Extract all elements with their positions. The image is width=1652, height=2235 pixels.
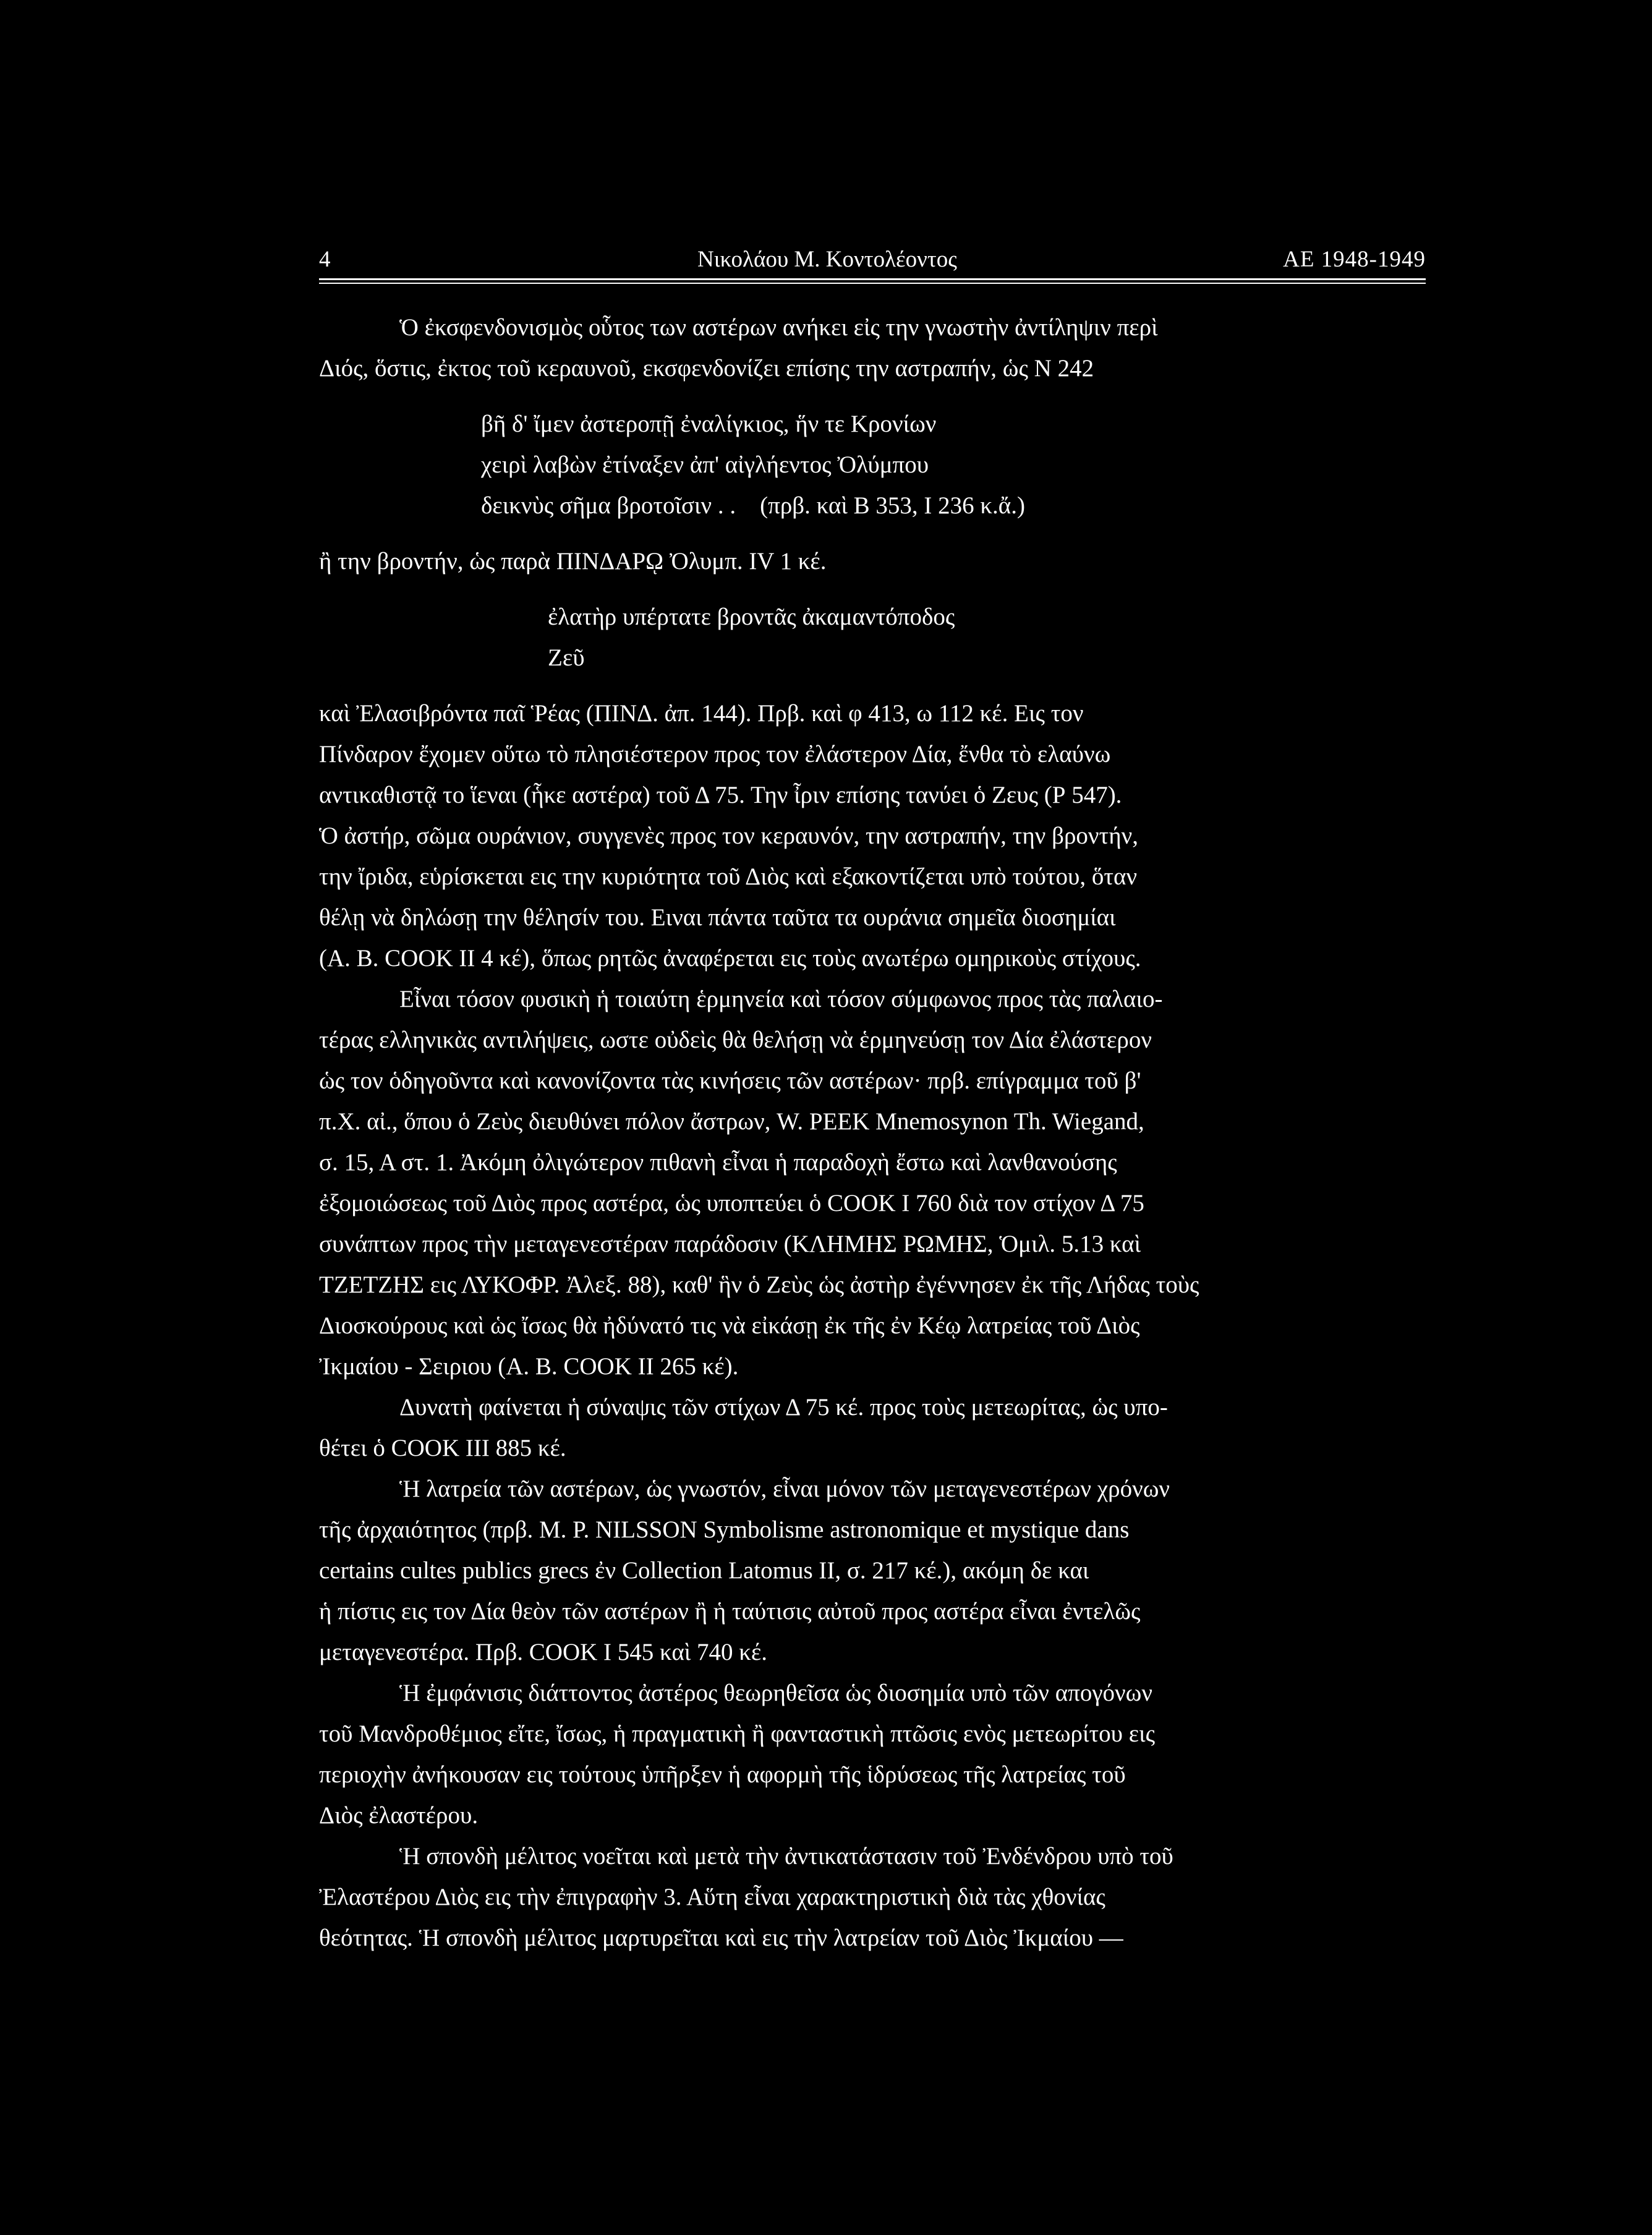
text-line: Ἐλαστέρου Διὸς εις τὴν ἐπιγραφὴν 3. Αὕτη εἶναι χαρακτηριστικὴ διὰ τὰς χθονίας — [319, 1884, 1105, 1910]
text-line: θεότητας. Ἡ σπονδὴ μέλιτος μαρτυρεῖται καὶ εις τὴν λατρείαν τοῦ Διὸς Ἰκμαίου — — [319, 1925, 1123, 1951]
paragraph-3 — [319, 1387, 1426, 1469]
text-line: ἡ πίστις εις τον Δία θεὸν τῶν αστέρων ἢ ἡ ταύτισις αὐτοῦ προς αστέρα εἶναι ἐντελῶς — [319, 1598, 1141, 1625]
verse-line: Ζεῦ — [548, 644, 585, 671]
pindar-intro: ἢ την βροντήν, ὡς παρὰ ΠΙΝΔΑΡῼ Ὀλυμπ. IV 1 κέ. — [319, 548, 827, 575]
text-line: σ. 15, Α στ. 1. Ἀκόμη ὀλιγώτερον πιθανὴ εἶναι ἡ παραδοχὴ ἔστω καὶ λανθανούσης — [319, 1149, 1117, 1176]
text-line: την ἴριδα, εὑρίσκεται εις την κυριότητα τοῦ Διὸς καὶ εξακοντίζεται υπὸ τούτου, ὅταν — [319, 863, 1138, 890]
page-number: 4 — [319, 247, 331, 272]
text-line: Ἡ ἐμφάνισις διάττοντος ἀστέρος θεωρηθεῖσα ὡς διοσημία υπὸ τῶν απογόνων — [399, 1680, 1152, 1706]
text-line: συνάπτων προς τὴν μεταγενεστέραν παράδοσιν (ΚΛΗΜΗΣ ΡΩΜΗΣ, Ὁμιλ. 5.13 καὶ — [319, 1231, 1141, 1257]
spacer — [319, 389, 1426, 404]
running-title: Νικολάου Μ. Κοντολέοντος — [697, 247, 957, 272]
text-line: Διοσκούρους καὶ ὡς ἴσως θὰ ἠδύνατό τις νὰ εἰκάσῃ ἐκ τῆς ἐν Κέῳ λατρείας τοῦ Διὸς — [319, 1312, 1140, 1339]
text-line: Ἡ σπονδὴ μέλιτος νοεῖται καὶ μετὰ τὴν ἀντικατάστασιν τοῦ Ἐνδένδρου υπὸ τοῦ — [399, 1843, 1173, 1870]
spacer — [319, 582, 1426, 597]
text-line: Εἶναι τόσον φυσικὴ ἡ τοιαύτη ἑρμηνεία καὶ τόσον σύμφωνος προς τὰς παλαιο- — [399, 986, 1163, 1012]
text-line: τέρας ελληνικὰς αντιλήψεις, ωστε οὐδεὶς θὰ θελήσῃ νὰ ἑρμηνεύσῃ τον Δία ἐλάστερον — [319, 1027, 1152, 1053]
intro-line: Ὁ ἐκσφενδονισμὸς οὗτος των αστέρων ανήκει εἰς την γνωστὴν ἀντίληψιν περὶ — [399, 314, 1158, 341]
text-line: π.Χ. αἰ., ὅπου ὁ Ζεὺς διευθύνει πόλον ἄστρων, W. PEEK Mnemosynon Th. Wiegand, — [319, 1108, 1144, 1135]
text-line: Ὁ ἀστήρ, σῶμα ουράνιον, συγγενὲς προς τον κεραυνόν, την αστραπήν, την βροντήν, — [319, 823, 1138, 849]
pindar-quote — [548, 597, 1426, 678]
text-line: τῆς ἀρχαιότητος (πρβ. M. P. NILSSON Symbolisme astronomique et mystique dans — [319, 1516, 1130, 1543]
text-line: Ἰκμαίου - Σειριου (A. B. COOK II 265 κέ). — [319, 1353, 739, 1380]
text-line: certains cultes publics grecs ἐν Collection Latomus II, σ. 217 κέ.), ακόμη δε και — [319, 1557, 1089, 1584]
verse-quote — [481, 404, 1426, 526]
article-page — [319, 242, 1426, 1959]
verse-line: δεικνὺς σῆμα βροτοῖσιν . . (πρβ. καὶ Β 353, Ι 236 κ.ἄ.) — [481, 492, 1025, 519]
header-rule-thin — [319, 283, 1426, 284]
paragraph-1 — [319, 693, 1426, 979]
verse-line: χειρὶ λαβὼν ἐτίναξεν ἀπ' αἰγλήεντος Ὀλύμπου — [481, 451, 929, 478]
paragraph-2 — [319, 979, 1426, 1387]
paragraph-5 — [319, 1673, 1426, 1836]
text-line: θέλῃ νὰ δηλώσῃ την θέλησίν του. Ειναι πάντα ταῦτα τα ουράνια σημεῖα διοσημίαι — [319, 904, 1116, 931]
text-line: (A. B. COOK II 4 κέ), ὅπως ρητῶς ἀναφέρεται εις τοὺς ανωτέρω ομηρικοὺς στίχους. — [319, 945, 1141, 972]
text-line: Διὸς ἐλαστέρου. — [319, 1802, 479, 1829]
spacer — [319, 526, 1426, 541]
text-line: περιοχὴν ἀνήκουσαν εις τούτους ὑπῆρξεν ἡ αφορμὴ τῆς ἱδρύσεως τῆς λατρείας τοῦ — [319, 1761, 1126, 1788]
text-line: καὶ Ἐλασιβρόντα παῖ Ῥέας (ΠΙΝΔ. ἀπ. 144). Πρβ. καὶ φ 413, ω 112 κέ. Εις τον — [319, 700, 1084, 727]
text-line: τοῦ Μανδροθέμιος εἴτε, ἴσως, ἡ πραγματικὴ ἢ φανταστικὴ πτῶσις ενὸς μετεωρίτου εις — [319, 1720, 1156, 1747]
text-line: αντικαθιστᾷ το ἵεναι (ἧκε αστέρα) τοῦ Δ 75. Την ἶριν επίσης τανύει ὁ Ζευς (Ρ 547). — [319, 782, 1122, 808]
text-line: Ἡ λατρεία τῶν αστέρων, ὡς γνωστόν, εἶναι μόνον τῶν μεταγενεστέρων χρόνων — [399, 1476, 1170, 1502]
text-line: ἐξομοιώσεως τοῦ Διὸς προς αστέρα, ὡς υποπτεύει ὁ COOK I 760 διὰ τον στίχον Δ 75 — [319, 1190, 1144, 1216]
text-line: ΤΖΕΤΖΗΣ εις ΛΥΚΟΦΡ. Ἀλεξ. 88), καθ' ἣν ὁ Ζεὺς ὡς ἀστὴρ ἐγέννησεν ἐκ τῆς Λήδας τοὺς — [319, 1271, 1199, 1298]
verse-line: ἐλατὴρ υπέρτατε βροντᾶς ἀκαμαντόποδος — [548, 604, 955, 630]
text-line: Πίνδαρον ἔχομεν οὕτω τὸ πλησιέστερον προς τον ἐλάστερον Δία, ἔνθα τὸ ελαύνω — [319, 741, 1111, 767]
journal-label: ΑΕ 1948-1949 — [1283, 247, 1426, 272]
spacer — [319, 678, 1426, 693]
running-header — [319, 242, 1426, 277]
text-line: ὡς τον ὁδηγοῦντα καὶ κανονίζοντα τὰς κινήσεις τῶν αστέρων· πρβ. επίγραμμα τοῦ β' — [319, 1067, 1141, 1094]
paragraph-6 — [319, 1836, 1426, 1959]
text-line: μεταγενεστέρα. Πρβ. COOK I 545 καὶ 740 κέ. — [319, 1639, 768, 1665]
paragraph-4 — [319, 1469, 1426, 1673]
text-line: θέτει ὁ COOK III 885 κέ. — [319, 1435, 566, 1461]
header-rule — [319, 278, 1426, 280]
intro-line: Διός, ὅστις, ἐκτος τοῦ κεραυνοῦ, εκσφενδονίζει επίσης την αστραπήν, ὡς Ν 242 — [319, 355, 1094, 382]
verse-line: βῆ δ' ἴμεν ἀστεροπῇ ἐναλίγκιος, ἥν τε Κρονίων — [481, 411, 937, 437]
text-line: Δυνατὴ φαίνεται ἡ σύναψις τῶν στίχων Δ 75 κέ. προς τοὺς μετεωρίτας, ὡς υπο- — [399, 1394, 1168, 1421]
